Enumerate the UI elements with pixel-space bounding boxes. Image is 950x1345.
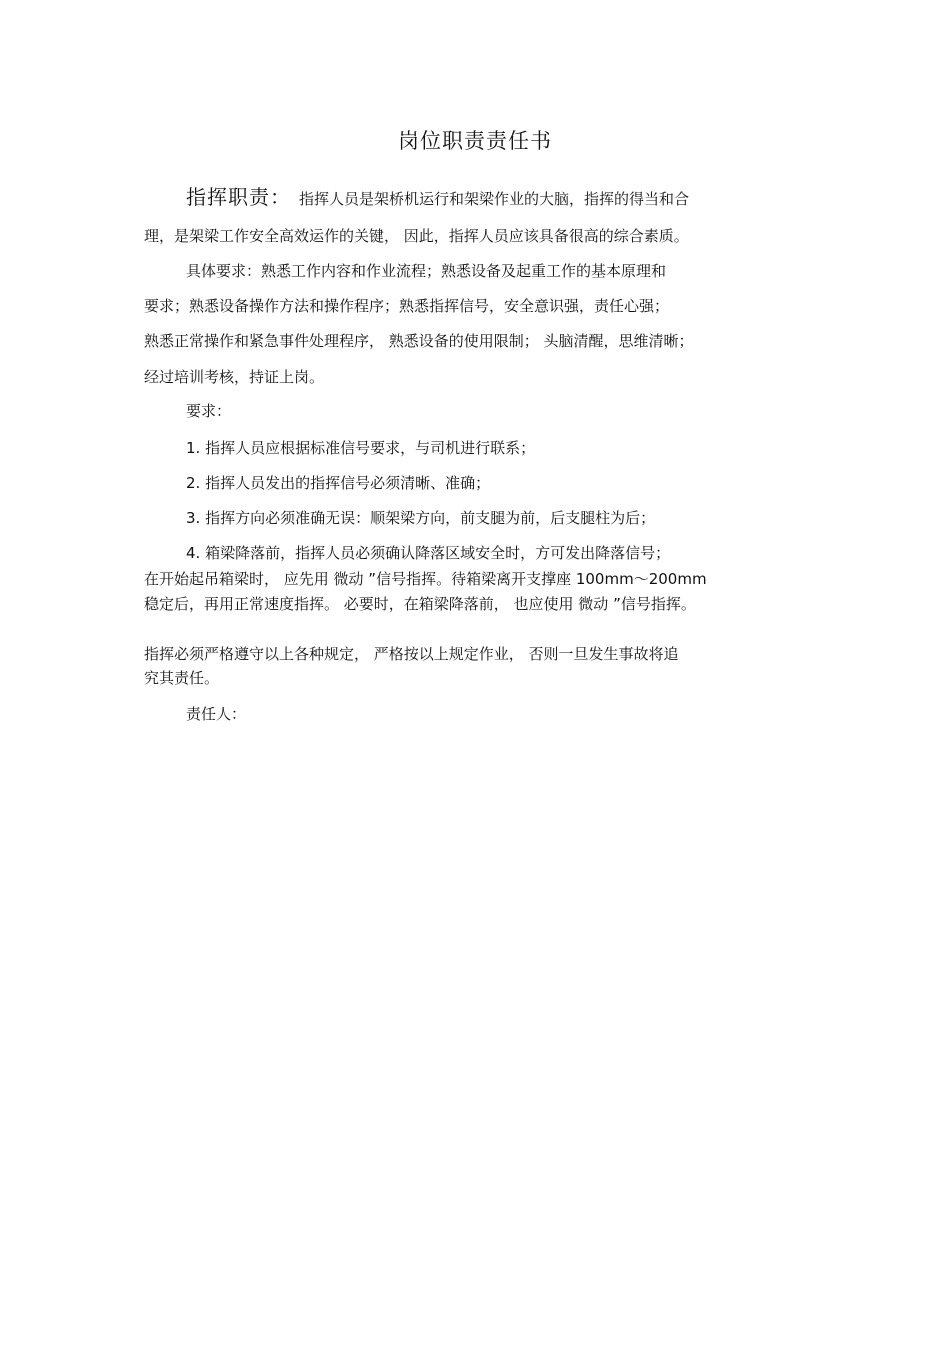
- specific-requirements-line-2: 要求；熟悉设备操作方法和操作程序；熟悉指挥信号，安全意识强，责任心强；: [144, 297, 670, 315]
- requirements-label: 要求：: [186, 402, 232, 420]
- requirement-item-3: 3. 指挥方向必须准确无误：顺架梁方向，前支腿为前，后支腿柱为后；: [186, 509, 656, 527]
- closing-line-2: 究其责任。: [144, 669, 220, 687]
- requirement-item-2: 2. 指挥人员发出的指挥信号必须清晰、准确；: [186, 474, 491, 492]
- signature-label: 责任人：: [186, 705, 247, 723]
- intro-line-1: [186, 185, 689, 211]
- requirement-item-4-line-2: 在开始起吊箱梁时， 应先用 微动 ”信号指挥。待箱梁离开支撑座 100mm～200mm: [144, 570, 707, 588]
- requirement-item-4-line-3: 稳定后，再用正常速度指挥。 必要时，在箱梁降落前， 也应使用 微动 ”信号指挥。: [144, 595, 696, 613]
- specific-requirements-line-3: 熟悉正常操作和紧急事件处理程序， 熟悉设备的使用限制； 头脑清醒，思维清晰；: [144, 332, 694, 350]
- intro-line-2: 理，是架梁工作安全高效运作的关键， 因此，指挥人员应该具备很高的综合素质。: [144, 227, 689, 245]
- document-title: 岗位职责责任书: [398, 129, 552, 153]
- specific-requirements-line-1: 具体要求：熟悉工作内容和作业流程；熟悉设备及起重工作的基本原理和: [186, 262, 667, 280]
- requirement-item-4-line-1: 4. 箱梁降落前，指挥人员必须确认降落区域安全时，方可发出降落信号；: [186, 544, 671, 562]
- closing-line-1: 指挥必须严格遵守以上各种规定， 严格按以上规定作业， 否则一旦发生事故将追: [144, 645, 679, 663]
- intro-heading: 指挥职责：: [186, 185, 291, 209]
- intro-text-1: 指挥人员是架桥机运行和架梁作业的大脑，指挥的得当和合: [299, 190, 690, 208]
- specific-requirements-line-4: 经过培训考核，持证上岗。: [144, 368, 325, 386]
- requirement-item-1: 1. 指挥人员应根据标准信号要求，与司机进行联系；: [186, 439, 536, 457]
